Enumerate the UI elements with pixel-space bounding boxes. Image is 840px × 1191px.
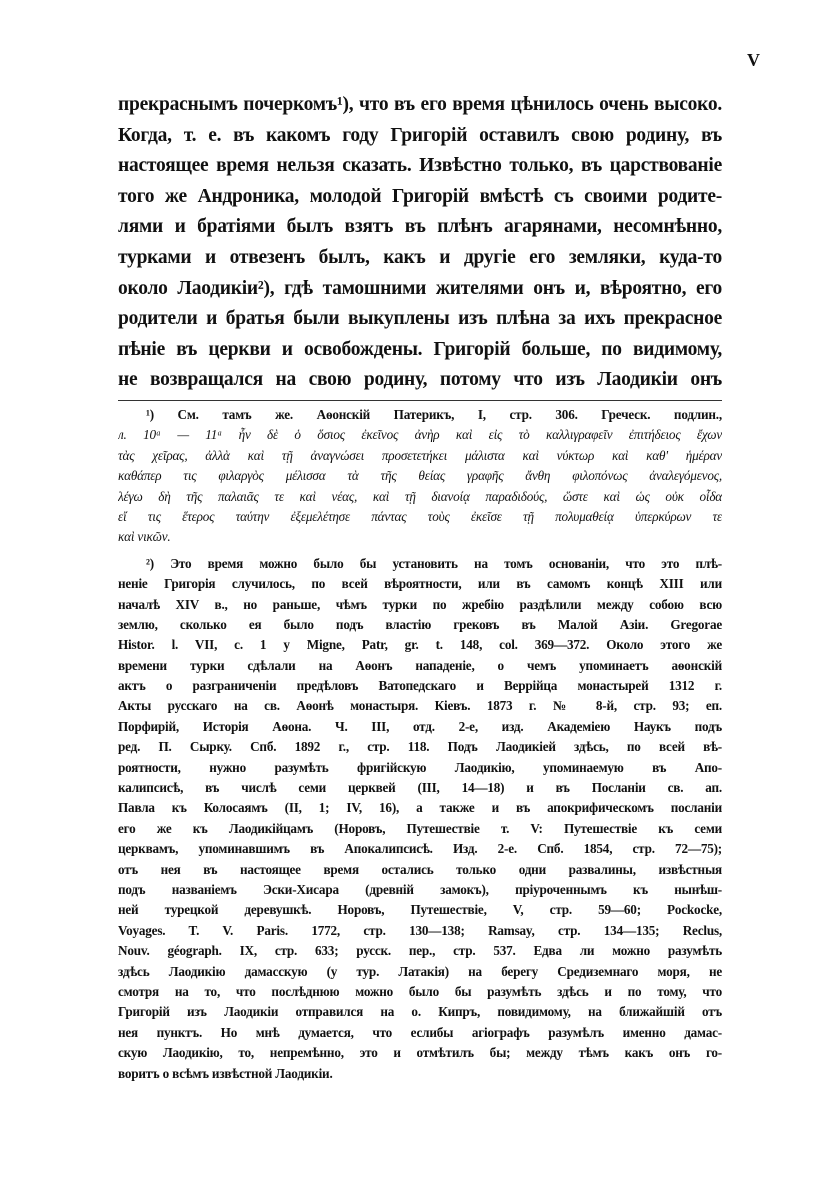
text-line: пѣніе въ церкви и освобождены. Григорій больше, по видимому, xyxy=(118,338,722,360)
footnote-line: Nouv. géograph. IX, стр. 633; русск. пер., стр. 537. Едва ли можно разумѣть xyxy=(118,943,722,959)
footnote-line: ²) Это время можно было бы установить на томъ основаніи, что это плѣ- xyxy=(146,555,722,571)
main-text-body xyxy=(118,90,722,396)
footnote-line: ред. П. Сырку. Спб. 1892 г., стр. 118. Подъ Лаодикіей здѣсь, по всей вѣ- xyxy=(118,739,722,755)
text-line: родители и братья были выкуплены изъ плѣна за ихъ прекрасное xyxy=(118,308,722,330)
footnote-line: его же къ Лаодикійцамъ (Норовъ, Путешествіе т. V: Путешествіе къ семи xyxy=(118,820,722,836)
footnote-line: здѣсь Лаодикію дамасскую (у тур. Латакія) на берегу Средиземнаго моря, не xyxy=(118,963,722,979)
footnote-line: Histor. l. VII, c. 1 y Migne, Patr, gr. t. 148, col. 369—372. Около этого же xyxy=(118,637,722,653)
footnote-1 xyxy=(118,405,722,548)
page-number: V xyxy=(747,50,760,70)
footnote-line: началѣ XIV в., но раньше, чѣмъ турки по жребію раздѣлили между собою всю xyxy=(118,596,722,612)
footnote-line: Порфирій, Исторія Аѳона. Ч. III, отд. 2-е, изд. Академіею Наукъ подъ xyxy=(118,718,722,734)
text-line: настоящее время нельзя сказать. Извѣстно только, въ царствованіе xyxy=(118,155,722,177)
footnote-line: καθάπερ τις φιλαργὸς μέλισσα τὰ τῆς θείας γραφῆς ἄνθη φιλοπόνως ἀναλεγόμενος, xyxy=(118,468,722,484)
footnote-line: смотря на то, что послѣднюю можно было бы разумѣть здѣсь и по тому, что xyxy=(118,983,722,999)
footnote-line: λέγω δὴ τῆς παλαιᾶς τε καὶ νέας, καὶ τῇ διανοίᾳ παραδιδούς, ὥστε καὶ ὡς οὐκ οἶδα xyxy=(118,488,722,504)
footnote-line: εἴ τις ἕτερος ταύτην ἐξεμελέτησε πάντας τοὺς ἐκεῖσε τῇ πολυμαθείᾳ ὑπερκύρων τε xyxy=(118,508,722,524)
footnote-line: καὶ νικῶν. xyxy=(118,529,171,545)
footnote-line: неніе Григорія случилось, по всей вѣроятности, или въ самомъ концѣ XIII или xyxy=(118,576,722,592)
footnote-line: Григорій изъ Лаодикіи отправился на о. Кипръ, повидимому, на ближайшій отъ xyxy=(118,1004,722,1020)
footnote-line: л. 10ᵃ — 11ᵃ ἦν δὲ ὁ ὅσιος ἐκεῖνος ἀνὴρ καὶ εἰς τὸ καλλιγραφεῖν ἐπιτήδειος ἔχων xyxy=(118,427,722,443)
footnote-divider xyxy=(118,400,722,401)
text-line: Когда, т. е. въ какомъ году Григорій оставилъ свою родину, въ xyxy=(118,124,722,146)
footnote-line: времени турки сдѣлали на Аѳонъ нападеніе, о чемъ упоминаетъ аѳонскій xyxy=(118,657,722,673)
footnote-line: ней турецкой деревушкѣ. Норовъ, Путешествіе, V, стр. 59—60; Pockocke, xyxy=(118,902,722,918)
text-line: турками и отвезенъ былъ, какъ и другіе его земляки, куда-то xyxy=(118,246,722,268)
text-line: прекраснымъ почеркомъ¹), что въ его время цѣнилось очень высоко. xyxy=(118,94,722,115)
text-line: того же Андроника, молодой Григорій вмѣстѣ съ своими родите- xyxy=(118,185,722,207)
footnote-line: ¹) См. тамъ же. Аѳонскій Патерикъ, I, стр. 306. Греческ. подлин., xyxy=(146,407,722,422)
footnote-line: Voyages. T. V. Paris. 1772, стр. 130—138; Ramsay, стр. 134—135; Reclus, xyxy=(118,922,722,938)
footnote-line: калипсисѣ, въ числѣ семи церквей (III, 14—18) и въ Посланіи св. ап. xyxy=(118,780,722,796)
footnote-line: Павла къ Колосаямъ (II, 1; IV, 16), а также и въ апокрифическомъ посланіи xyxy=(118,800,722,816)
footnote-line: скую Лаодикію, то, непремѣнно, это и отмѣтилъ бы; между тѣмъ какъ онъ го- xyxy=(118,1045,722,1061)
footnote-2 xyxy=(118,554,722,1084)
footnote-line: нея пунктъ. Но мнѣ думается, что еслибы агіографъ разумѣлъ именно дамас- xyxy=(118,1024,722,1040)
footnote-line: подъ названіемъ Эски-Хисара (древній замокъ), пріуроченнымъ къ нынѣш- xyxy=(118,881,722,897)
footnote-line: землю, сколько ея было подъ властію грековъ въ Малой Азіи. Gregorae xyxy=(118,616,722,632)
footnotes xyxy=(118,405,722,1084)
footnote-line: воритъ о всѣмъ извѣстной Лаодикіи. xyxy=(118,1065,333,1081)
footnote-line: роятности, нужно разумѣть фригійскую Лаодикію, упоминаемую въ Апо- xyxy=(118,759,722,775)
text-line: около Лаодикіи²), гдѣ тамошними жителями онъ и, вѣроятно, его xyxy=(118,277,722,299)
footnote-line: Акты русскаго на св. Аѳонѣ монастыря. Кіевъ. 1873 г. № 8-й, стр. 93; еп. xyxy=(118,698,722,714)
footnote-line: церквамъ, упоминавшимъ въ Апокалипсисѣ. Изд. 2-е. Спб. 1854, стр. 72—75); xyxy=(118,841,722,857)
footnote-line: τὰς χεῖρας, ἀλλὰ καὶ τῇ ἀναγνώσει προσετετήκει μάλιστα καὶ νύκτωρ καὶ καθ' ἡμέραν xyxy=(118,447,722,463)
text-line: не возвращался на свою родину, потому что изъ Лаодикіи онъ xyxy=(118,369,722,391)
text-line: лями и братіями былъ взятъ въ плѣнъ агарянами, несомнѣнно, xyxy=(118,216,722,238)
footnote-line: актъ о разграниченіи предѣловъ Ватопедскаго и Веррійца монастырей 1312 г. xyxy=(118,678,722,694)
footnote-line: отъ нея въ настоящее время остались только одни развалины, извѣстныя xyxy=(118,861,722,877)
